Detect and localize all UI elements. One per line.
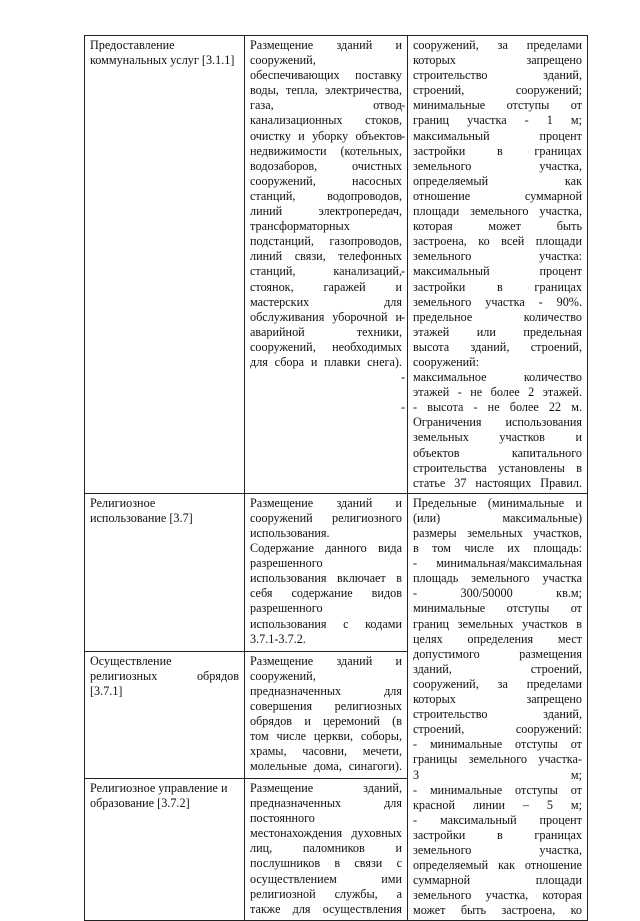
parameter-line: которых запрещено [413, 53, 582, 68]
parameter-line: - минимальные отступы от [413, 782, 582, 797]
use-name-line: Осуществление [90, 653, 172, 668]
use-name-line: коммунальных услуг [3.1.1] [90, 53, 235, 68]
description-line: разрешенного [250, 556, 323, 571]
parameter-line: строительство зданий, [413, 707, 582, 722]
table-row [85, 36, 588, 494]
parameter-line: земельного участка, [413, 158, 582, 173]
use-name-cell [85, 493, 245, 651]
parameter-line: - минимальные отступы от [413, 98, 582, 113]
description-line: аварийной техники, [250, 324, 402, 339]
parameter-line: статье 37 настоящих Правил. [413, 475, 582, 490]
description-line: обрядов и церемоний (в [250, 713, 402, 728]
use-name-line: [3.7.1] [90, 683, 123, 698]
use-name-cell [85, 778, 245, 920]
parameter-line: отношение суммарной [413, 188, 582, 203]
parameter-line: строений, сооружений; [413, 83, 582, 98]
description-line: канализационных стоков, [250, 113, 402, 128]
parameter-line: - минимальная/максимальная [413, 556, 582, 571]
parameter-line: которая может быть [413, 219, 582, 234]
parameter-line: - предельное количество [413, 310, 582, 325]
parameter-line: красной линии – 5 м; [413, 797, 582, 812]
parameter-line: - максимальный процент [413, 812, 582, 827]
parameter-line: площадь земельного участка [413, 571, 582, 586]
parameter-line: Ограничения использования [413, 415, 582, 430]
parameter-line: размеры земельных участков, [413, 526, 582, 540]
parameter-line: сооружений: [413, 354, 480, 369]
description-line: сооружений, насосных [250, 173, 402, 188]
description-line: постоянного [250, 811, 315, 826]
parameter-line: - максимальный процент [413, 129, 582, 144]
description-line: линий связи, телефонных [250, 249, 402, 264]
description-text [250, 654, 402, 775]
parameter-line: допустимого размещения [413, 646, 582, 661]
description-line: Размещение зданий и [250, 653, 402, 668]
description-line: воды, тепла, электричества, [250, 83, 402, 98]
use-name-line: использование [3.7] [90, 510, 193, 525]
use-name-line: Предоставление [90, 38, 175, 52]
parameter-line: определяемый как [413, 173, 582, 188]
parameters-text [413, 496, 582, 919]
description-line: очистку и уборку объектов [250, 128, 402, 143]
parameter-line: определяемый как отношение [413, 858, 582, 873]
description-line: для сбора и плавки снега). [250, 354, 402, 369]
parameter-line: застройки в границах [413, 143, 582, 158]
use-name-cell [85, 651, 245, 778]
description-line: послушников в связи с [250, 856, 402, 871]
description-line: трансформаторных [250, 219, 350, 234]
description-line: 3.7.1-3.7.2. [250, 631, 306, 646]
description-line: сооружений, [250, 668, 316, 683]
description-cell [245, 651, 408, 778]
parameter-line: 3 м; [413, 767, 582, 782]
parameter-line: площади земельного участка, [413, 204, 582, 219]
description-line: линий электропередач, [250, 204, 402, 219]
parameter-line: сооружений, за пределами [413, 676, 582, 691]
parameter-line: земельного участка, [413, 842, 582, 857]
parameter-line: застроена, ко всей площади [413, 234, 582, 249]
parameter-line: земельного участка - 90%. [413, 294, 582, 309]
table-row [85, 493, 588, 651]
parameter-line: может быть застроена, ко [413, 903, 582, 918]
parameter-line: (или) максимальные) [413, 510, 582, 525]
parameters-cell [408, 36, 588, 494]
description-cell [245, 36, 408, 494]
description-line: использования с кодами [250, 616, 402, 631]
use-name-line: образование [3.7.2] [90, 796, 190, 811]
description-line: совершения религиозных [250, 698, 402, 713]
parameter-line: земельного участка: [413, 249, 582, 264]
parameter-line: минимальные отступы от [413, 601, 582, 616]
description-line: водозаборов, очистных [250, 158, 402, 173]
parameter-line: Предельные (минимальные и [413, 495, 582, 510]
description-line: предназначенных для [250, 796, 402, 811]
description-line: мастерских для [250, 294, 402, 309]
parameter-line: границ земельных участков в [413, 616, 582, 631]
use-name-cell [85, 36, 245, 494]
description-line: предназначенных для [250, 683, 402, 698]
description-line: Содержание данного вида [250, 541, 402, 556]
parameter-line: сооружений, за пределами [413, 38, 582, 52]
parameters-text [413, 38, 582, 491]
description-cell [245, 493, 408, 651]
parameter-line: строений, сооружений: [413, 722, 582, 737]
parameter-line: суммарной площади [413, 873, 582, 888]
parameter-line: которых запрещено [413, 692, 582, 707]
description-line: использования включает в [250, 571, 402, 586]
description-line: Размещение зданий и [250, 38, 402, 52]
parameter-line: застройки в границах [413, 827, 582, 842]
parameter-line: зданий, строений, [413, 661, 582, 676]
parameter-line: строительство зданий, [413, 68, 582, 83]
parameter-line: границ участка - 1 м; [413, 113, 582, 128]
parameter-line: - минимальные отступы от [413, 737, 582, 752]
description-line: сооружений, необходимых [250, 339, 402, 354]
parameter-line: - - высота - не более 22 м. [413, 400, 582, 415]
description-cell [245, 778, 408, 920]
description-text [250, 38, 402, 370]
description-line: Размещение зданий и [250, 495, 402, 510]
description-line: сооружений религиозного [250, 510, 402, 525]
parameter-line: высота зданий, строений, [413, 339, 582, 354]
parameter-line: целях определения мест [413, 631, 582, 646]
land-use-table [84, 35, 588, 921]
parameters-cell [408, 493, 588, 921]
parameter-line: земельных участков и [413, 430, 582, 445]
description-line: станций, водопроводов, [250, 188, 402, 203]
description-line: недвижимости (котельных, [250, 143, 402, 158]
parameter-line: - максимальный процент [413, 264, 582, 279]
description-line: себя содержание видов [250, 586, 402, 601]
description-line: храмы, часовни, мечети, [250, 744, 402, 759]
description-line: Размещение зданий, [250, 780, 402, 795]
description-line: использования. [250, 526, 330, 540]
parameter-line: этажей или предельная [413, 324, 582, 339]
description-line: газа, отвод [250, 98, 402, 113]
description-text [250, 496, 402, 647]
description-line: станций, канализаций, [250, 264, 402, 279]
description-text [250, 781, 402, 917]
parameter-line: границы земельного участка- [413, 752, 582, 767]
description-line: религиозной службы, а [250, 886, 402, 901]
description-line: подстанций, газопроводов, [250, 234, 402, 249]
description-line: сооружений, [250, 53, 316, 68]
parameter-line: в том числе их площадь: [413, 541, 582, 556]
description-line: лиц, паломников и [250, 841, 402, 856]
description-line: обеспечивающих поставку [250, 68, 402, 83]
parameter-line: застройки в границах [413, 279, 582, 294]
description-line: стоянок, гаражей и [250, 279, 402, 294]
parameter-line: - максимальное количество [413, 370, 582, 385]
use-name-line: религиозных обрядов [90, 668, 239, 683]
description-line: молельные дома, синагоги). [250, 759, 402, 774]
use-name-line: Религиозное [90, 495, 156, 510]
description-line: осуществлением ими [250, 871, 402, 886]
description-line: том числе церкви, соборы, [250, 729, 402, 743]
parameter-line: земельного участка, которая [413, 888, 582, 903]
description-line: местонахождения духовных [250, 826, 402, 841]
parameter-line: - 300/50000 кв.м; [413, 586, 582, 601]
parameter-line: этажей - не более 2 этажей. [413, 385, 582, 400]
description-line: обслуживания уборочной и [250, 309, 402, 324]
parameter-line: строительства установлены в [413, 460, 582, 475]
parameter-line: объектов капитального [413, 445, 582, 460]
description-line: также для осуществления [250, 901, 402, 916]
description-line: разрешенного [250, 601, 323, 616]
use-name-line: Религиозное управление и [90, 780, 228, 795]
